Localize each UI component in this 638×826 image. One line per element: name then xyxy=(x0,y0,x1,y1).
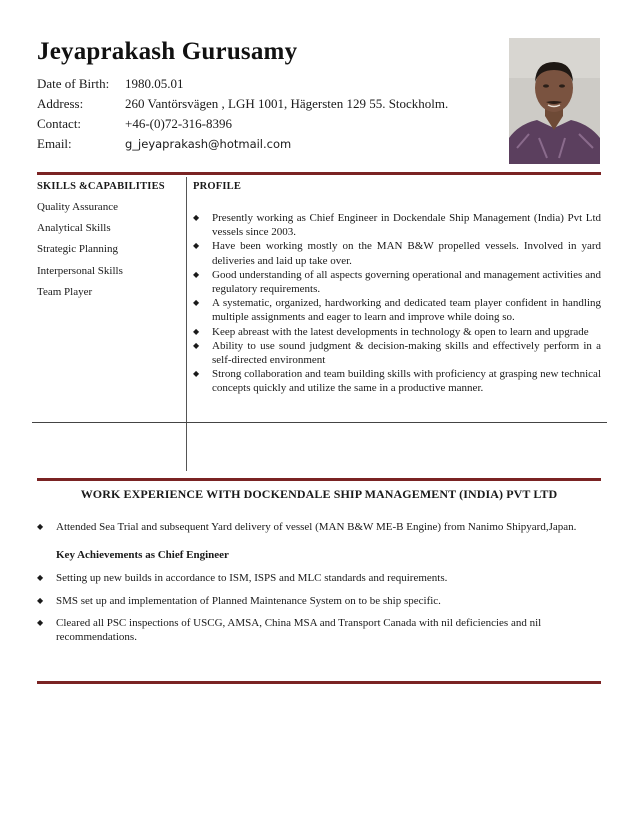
work-intro-text: Attended Sea Trial and subsequent Yard delivery of vessel (MAN B&W ME-B Engine) from Nanimo Shipyard,Japan. xyxy=(56,521,577,533)
achievement-item xyxy=(37,594,601,608)
profile-item-text: Keep abreast with the latest developments in technology & open to learn and upgrade xyxy=(212,325,589,338)
work-experience-heading: WORK EXPERIENCE WITH DOCKENDALE SHIP MANAGEMENT (INDIA) PVT LTD xyxy=(80,487,558,501)
table-divider xyxy=(32,422,607,423)
diamond-bullet-icon: ◆ xyxy=(37,573,44,583)
diamond-bullet-icon: ◆ xyxy=(193,369,200,379)
diamond-bullet-icon: ◆ xyxy=(193,340,200,350)
profile-item-text: Have been working mostly on the MAN B&W propelled vessels. Involved in yard deliveries and laid up take over. xyxy=(212,240,601,267)
work-intro-item xyxy=(37,520,601,534)
profile-item-text: Presently working as Chief Engineer in Dockendale Ship Management (India) Pvt Ltd vessels since 2003. xyxy=(212,212,601,239)
diamond-bullet-icon: ◆ xyxy=(193,241,200,251)
profile-item-text: Ability to use sound judgment & decision-making skills and effectively perform in a self-directed environment xyxy=(212,339,601,367)
skill-item: Quality Assurance xyxy=(37,201,118,213)
profile-item xyxy=(193,211,601,239)
contact-label: Contact: xyxy=(37,116,82,131)
diamond-bullet-icon: ◆ xyxy=(37,522,44,531)
address-value: 260 Vantörsvägen , LGH 1001, Hägersten 129 55. Stockholm. xyxy=(125,96,449,111)
dob-label: Date of Birth: xyxy=(37,76,110,91)
profile-photo xyxy=(509,38,600,164)
dob-value: 1980.05.01 xyxy=(125,76,184,91)
email-label: Email: xyxy=(37,136,72,151)
footer-divider xyxy=(37,681,601,684)
profile-item-text: A systematic, organized, hardworking and dedicated team player confident in handling multiple assignments and eager to learn and improve while doing so. xyxy=(212,297,601,324)
contact-value: +46-(0)72-316-8396 xyxy=(125,116,232,131)
email-row xyxy=(37,134,448,154)
diamond-bullet-icon: ◆ xyxy=(37,595,44,605)
diamond-bullet-icon: ◆ xyxy=(193,269,200,279)
achievement-item xyxy=(37,616,601,644)
skill-item: Team Player xyxy=(37,285,93,298)
dob-row xyxy=(37,74,448,94)
diamond-bullet-icon: ◆ xyxy=(37,617,44,627)
profile-item-text: Good understanding of all aspects governing operational and management activities and regulatory requirements. xyxy=(212,268,601,296)
diamond-bullet-icon: ◆ xyxy=(193,326,200,336)
work-top-divider xyxy=(37,478,601,481)
skill-item: Strategic Planning xyxy=(37,243,118,256)
profile-item xyxy=(193,296,601,324)
achievements-heading: Key Achievements as Chief Engineer xyxy=(56,549,229,562)
profile-item xyxy=(193,339,601,367)
email-value[interactable]: g_jeyaprakash@hotmail.com xyxy=(125,137,292,151)
diamond-bullet-icon: ◆ xyxy=(193,213,200,222)
skill-item: Analytical Skills xyxy=(37,222,111,235)
profile-item xyxy=(193,239,601,267)
profile-item-text: Strong collaboration and team building skills with proficiency at grasping new technical concepts quickly and utilize the same in a productive manner. xyxy=(212,368,601,395)
skill-item: Interpersonal Skills xyxy=(37,264,123,277)
profile-list xyxy=(193,211,601,396)
address-label: Address: xyxy=(37,96,84,111)
achievement-text: Cleared all PSC inspections of USCG, AMSA, China MSA and Transport Canada with nil deficiencies and nil recommendations. xyxy=(56,616,542,644)
contact-row xyxy=(37,114,448,134)
column-divider xyxy=(186,177,187,471)
skills-heading: SKILLS &CAPABILITIES xyxy=(37,181,165,192)
address-row xyxy=(37,94,448,114)
personal-info xyxy=(37,74,448,154)
profile-item xyxy=(193,268,601,296)
work-experience-section xyxy=(37,520,601,644)
profile-item xyxy=(193,325,601,339)
skills-list xyxy=(37,201,123,307)
achievement-item xyxy=(37,571,601,585)
candidate-name: Jeyaprakash Gurusamy xyxy=(37,38,298,65)
achievement-text: SMS set up and implementation of Planned Maintenance System on to be ship specific. xyxy=(56,594,441,607)
profile-item xyxy=(193,367,601,395)
achievement-text: Setting up new builds in accordance to ISM, ISPS and MLC standards and requirements. xyxy=(56,572,448,585)
header-divider xyxy=(37,172,601,175)
profile-heading: PROFILE xyxy=(193,181,242,192)
diamond-bullet-icon: ◆ xyxy=(193,298,200,308)
